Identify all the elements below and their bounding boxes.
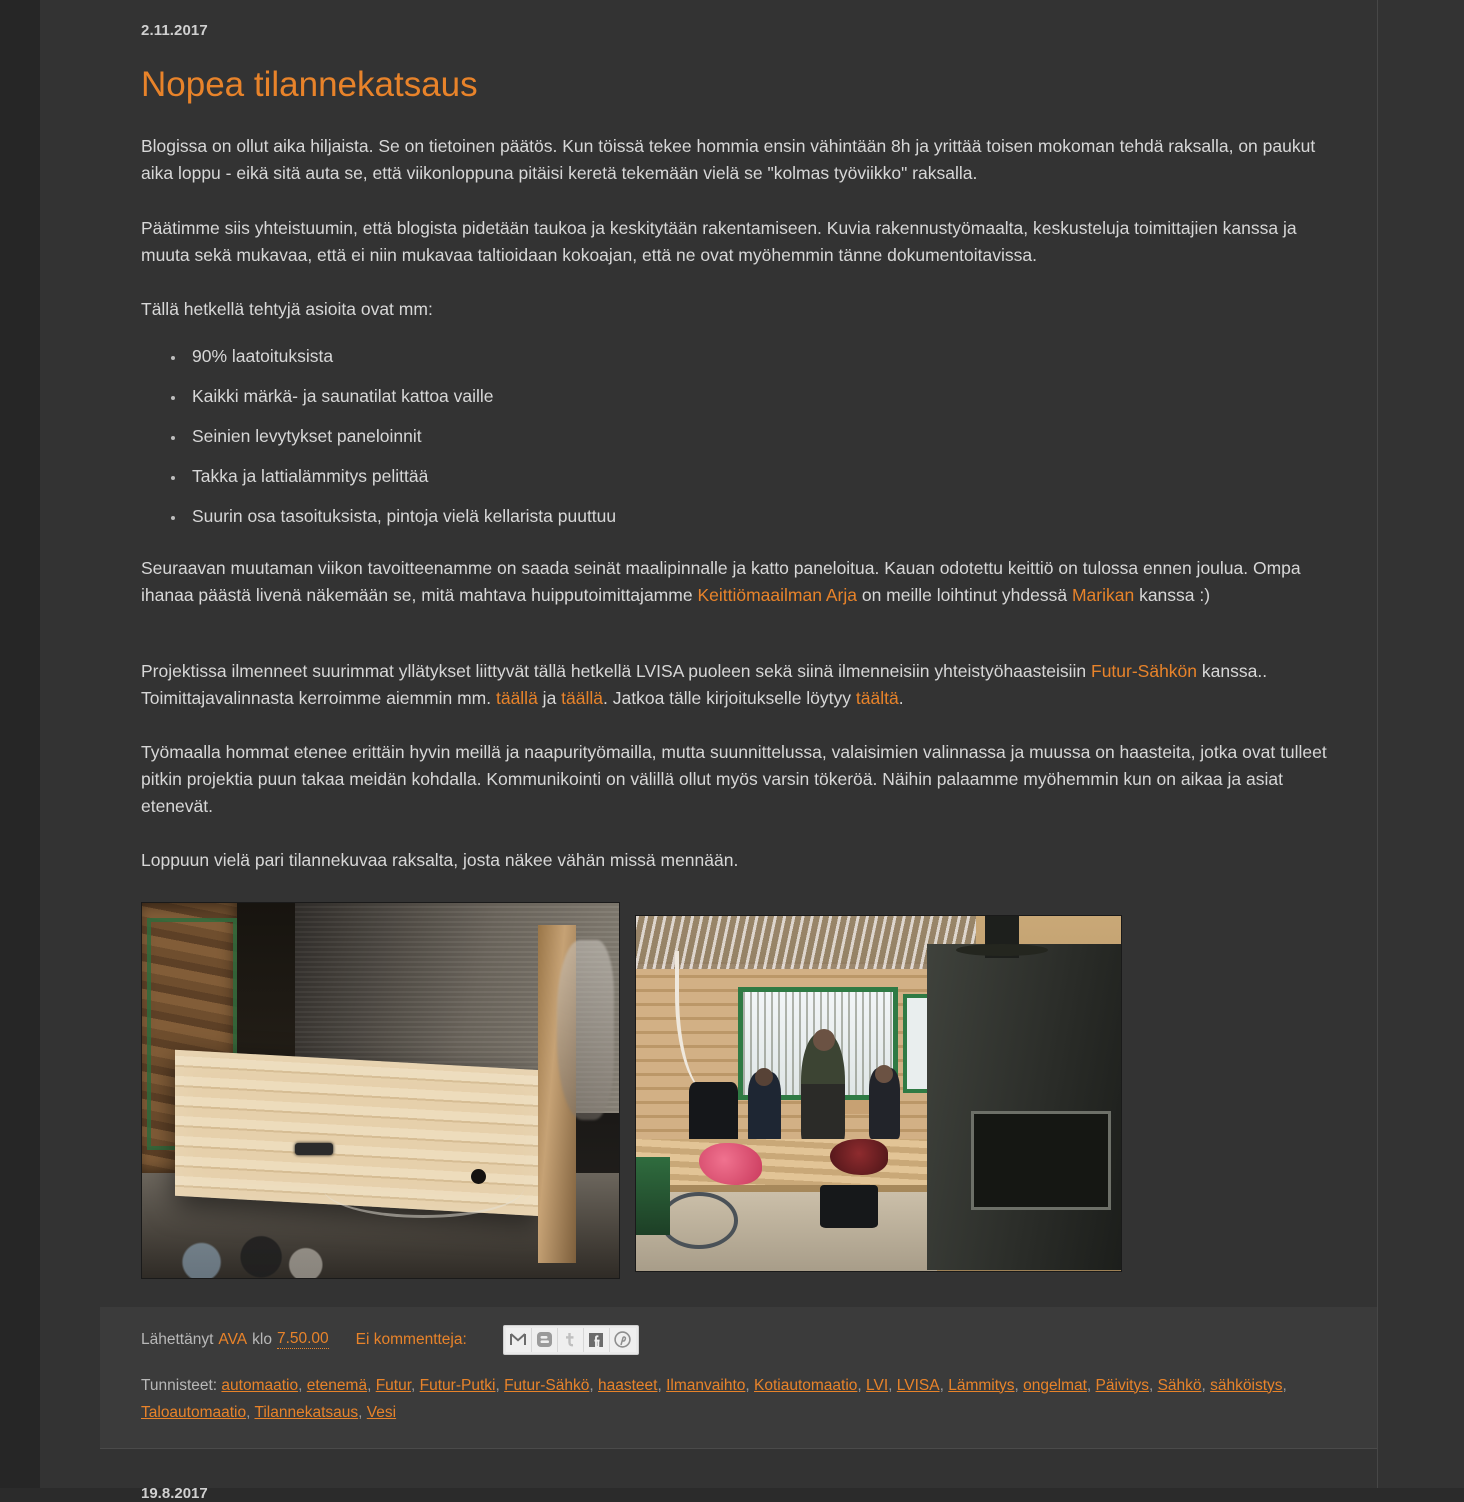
paragraph-spacer: [141, 636, 1336, 658]
tag-link[interactable]: Vesi: [366, 1403, 397, 1421]
post-meta: [141, 1325, 1336, 1355]
tag-link[interactable]: sähköistys: [1210, 1376, 1283, 1394]
link-marikan[interactable]: Marikan: [1071, 584, 1135, 605]
tag-separator: ,: [246, 1403, 251, 1421]
tag-link[interactable]: Futur-Putki: [419, 1376, 496, 1394]
tag-link[interactable]: Taloautomaatio: [141, 1403, 247, 1421]
paragraph-4-text-b: on meille loihtinut yhdessä: [856, 584, 1072, 605]
tag-separator: ,: [298, 1376, 303, 1394]
photo-2-red-bag: [830, 1139, 888, 1175]
post-photo-1[interactable]: [141, 902, 620, 1279]
photo-2-tool: [636, 1157, 670, 1235]
twitter-icon[interactable]: [558, 1328, 584, 1352]
tag-link[interactable]: Tilannekatsaus: [254, 1403, 359, 1421]
tag-link[interactable]: LVI: [866, 1376, 889, 1394]
photo-2-head-standing: [813, 1029, 835, 1051]
tag-separator: ,: [1086, 1376, 1092, 1394]
paragraph-5-text-b: kanssa.. Toimittajavalinnasta kerroimme aiemmin mm.: [141, 660, 1268, 708]
paragraph-5: [141, 658, 1336, 712]
photo-1-debris: [152, 1225, 400, 1278]
post-footer: [100, 1307, 1377, 1449]
tag-link[interactable]: haasteet: [598, 1376, 658, 1394]
tag-separator: ,: [888, 1376, 893, 1394]
photo-2-timber-stack: [636, 1139, 937, 1185]
photo-2-basket: [820, 1185, 878, 1228]
paragraph-7: Loppuun vielä pari tilannekuvaa raksalta, josta näkee vähän missä mennään.: [141, 850, 739, 871]
photo-1-plastic-bag: [557, 940, 614, 1120]
post-date: 2.11.2017: [141, 22, 208, 39]
paragraph-4-text-c: kanssa :): [1134, 584, 1211, 605]
posted-by-label: Lähettänyt: [141, 1330, 214, 1348]
paragraph-6: Työmaalla hommat etenee erittäin hyvin meillä ja naapurityömailla, mutta suunnittelussa, valaisimien valinnassa ja muussa on haasteita, jotka ovat tulleet pitkin projektia puun takaa meidän kohdalla. Kommunikointi on välillä ollut myös varsin tökeröä. Näihin palaamme myöhemmin kun on aikaa ja asiat etenevät.: [141, 742, 1327, 817]
list-item: • 90% laatoituksista: [186, 343, 1336, 370]
next-post-date: 19.8.2017: [141, 1484, 208, 1502]
blog-post: [100, 0, 1377, 1502]
tag-separator: ,: [1282, 1376, 1287, 1394]
tag-link[interactable]: Sähkö: [1157, 1376, 1202, 1394]
tag-link[interactable]: LVISA: [896, 1376, 940, 1394]
photo-2-head-right: [875, 1065, 893, 1083]
post-photo-2[interactable]: [635, 915, 1122, 1272]
tag-link[interactable]: Päivitys: [1095, 1376, 1149, 1394]
page-body: [40, 0, 1464, 1502]
link-futur-sahkon[interactable]: Futur-Sähkön: [1091, 660, 1198, 681]
list-item: • Suurin osa tasoituksista, pintoja vielä kellarista puuttuu: [186, 503, 1336, 530]
photo-1-cable: [323, 1158, 523, 1218]
photo-2-stove: [927, 944, 1121, 1271]
paragraph-3: Tällä hetkellä tehtyjä asioita ovat mm:: [141, 298, 433, 319]
paragraph-2: Päätimme siis yhteistuumin, että blogista pidetään taukoa ja keskitytään rakentamiseen. Kuvia rakennustyömaalta, keskusteluja toimittajien kanssa ja muuta sekä mukavaa, että ei niin mukavaa taltioidaan kokoajan, että ne ovat myöhemmin tänne dokumentoitavissa.: [141, 217, 1297, 265]
share-button-group[interactable]: [503, 1325, 639, 1355]
gmail-icon[interactable]: [506, 1328, 532, 1352]
tag-link[interactable]: ongelmat: [1023, 1376, 1087, 1394]
tag-separator: ,: [411, 1376, 416, 1394]
tag-separator: ,: [358, 1403, 363, 1421]
paragraph-5-text-c: ja: [537, 687, 562, 708]
pinterest-icon[interactable]: [610, 1328, 636, 1352]
post-author[interactable]: AVA: [218, 1330, 248, 1348]
post-tags: [141, 1372, 1336, 1426]
paragraph-1: Blogissa on ollut aika hiljaista. Se on tietoinen päätös. Kun töissä tekee hommia ensin vähintään 8h ja yrittää toisen mokoman tehdä raksalla, on paukut aika loppu - eikä sitä auta se, että viikonloppuna pitäisi keretä tekemään vielä se "kolmas työviikko" raksalla.: [141, 136, 1316, 184]
link-taalla-2[interactable]: täällä: [561, 687, 604, 708]
tag-separator: ,: [1014, 1376, 1019, 1394]
tag-separator: ,: [857, 1376, 862, 1394]
list-item: • Takka ja lattialämmitys pelittää: [186, 463, 1336, 490]
paragraph-5-text-d: . Jatkoa tälle kirjoitukselle löytyy: [603, 687, 856, 708]
tag-separator: ,: [657, 1376, 662, 1394]
photo-2-stove-door: [971, 1111, 1112, 1210]
tag-link[interactable]: Lämmitys: [948, 1376, 1015, 1394]
blogger-icon[interactable]: [532, 1328, 558, 1352]
tag-separator: ,: [495, 1376, 500, 1394]
photo-row: [100, 902, 1377, 1279]
left-gutter: [0, 0, 40, 1488]
tag-separator: ,: [745, 1376, 750, 1394]
post-title[interactable]: Nopea tilannekatsaus: [141, 65, 478, 104]
status-list: [141, 343, 1336, 531]
post-timestamp[interactable]: 7.50.00: [276, 1330, 329, 1347]
tag-link[interactable]: automaatio: [221, 1376, 299, 1394]
list-item: • Seinien levytykset paneloinnit: [186, 423, 1336, 450]
paragraph-5-text-a: Projektissa ilmenneet suurimmat yllätykset liittyvät tällä hetkellä LVISA puoleen sekä siinä ilmenneisiin yhteistyöhaasteisiin: [141, 660, 1091, 681]
tags-container: [141, 1377, 1287, 1421]
tag-link[interactable]: Futur: [375, 1376, 412, 1394]
tag-link[interactable]: Futur-Sähkö: [504, 1376, 590, 1394]
paragraph-4: [141, 555, 1336, 609]
tag-separator: ,: [1148, 1376, 1154, 1394]
tag-separator: ,: [1201, 1376, 1206, 1394]
tag-link[interactable]: etenemä: [306, 1376, 368, 1394]
tag-link[interactable]: Kotiautomaatio: [754, 1376, 858, 1394]
post-body: [100, 133, 1377, 874]
list-item: • Kaikki märkä- ja saunatilat kattoa vaille: [186, 383, 1336, 410]
link-keittiomaailman-arja[interactable]: Keittiömaailman Arja: [697, 584, 857, 605]
paragraph-5-text-e: .: [898, 687, 904, 708]
tag-separator: ,: [367, 1376, 372, 1394]
comments-link[interactable]: Ei kommentteja:: [355, 1330, 467, 1348]
tag-link[interactable]: Ilmanvaihto: [666, 1376, 746, 1394]
photo-2-hose: [660, 1192, 738, 1249]
tags-label: Tunnisteet:: [141, 1376, 218, 1394]
tag-separator: ,: [939, 1376, 944, 1394]
facebook-icon[interactable]: [584, 1328, 610, 1352]
paragraph-4-text-a: Seuraavan muutaman viikon tavoitteenamme on saada seinät maalipinnalle ja katto paneloitua. Kauan odotettu keittiö on tulossa ennen joulua. Ompa ihanaa päästä livenä näkemään se, mitä mahtava huipputoimittajamme: [141, 557, 1301, 605]
column-divider: [1377, 0, 1378, 1488]
photo-1-outlet: [295, 1143, 333, 1155]
tag-separator: ,: [589, 1376, 594, 1394]
link-taalla-1[interactable]: täällä: [495, 687, 538, 708]
time-label: klo: [252, 1330, 272, 1348]
link-taalta[interactable]: täältä: [855, 687, 899, 708]
